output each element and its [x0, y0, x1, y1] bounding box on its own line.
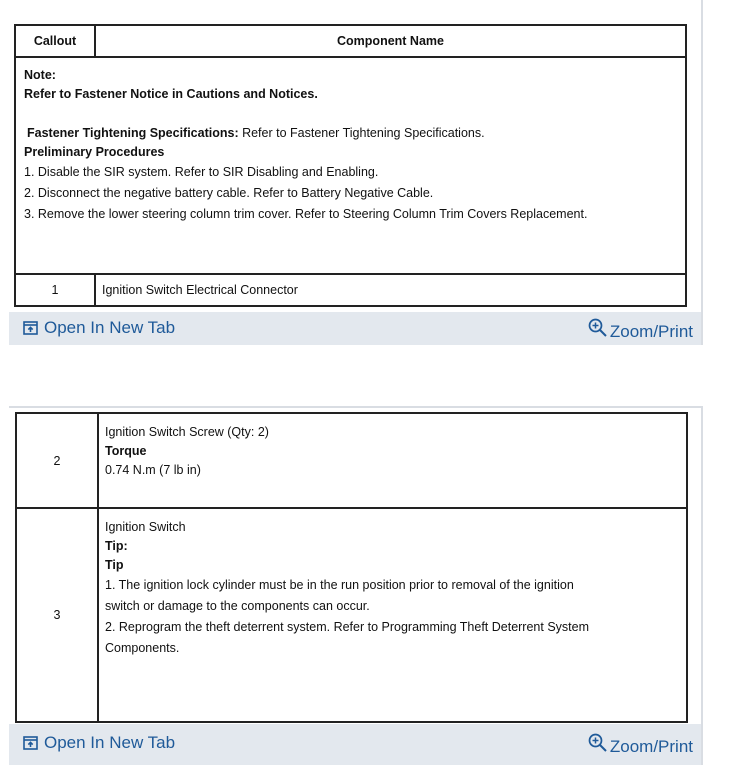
table-row	[16, 508, 687, 722]
tip-line: switch or damage to the components can occur.	[105, 599, 370, 613]
document-content-1	[9, 0, 701, 312]
fastener-spec-line	[24, 124, 677, 143]
open-in-new-tab-label: Open In New Tab	[44, 318, 176, 337]
panel-footer	[9, 313, 701, 343]
tip-line: 2. Reprogram the theft deterrent system. Refer to Programming Theft Deterrent System	[105, 620, 589, 634]
open-new-tab-icon	[23, 735, 38, 755]
component-name-cell: Ignition Switch Electrical Connector	[95, 274, 686, 306]
panel-footer	[9, 728, 701, 758]
tip-label: Tip:	[105, 539, 128, 553]
zoom-in-icon	[588, 318, 607, 342]
tip-line: Components.	[105, 641, 180, 655]
table-row	[15, 274, 686, 306]
note-row	[15, 57, 686, 274]
note-text: Refer to Fastener Notice in Cautions and Notices.	[24, 87, 318, 101]
callout-cell: 3	[16, 508, 98, 722]
open-in-new-tab-link[interactable]	[23, 733, 175, 755]
component-detail-cell	[98, 413, 687, 508]
zoom-in-icon	[588, 733, 607, 757]
component-table-2	[15, 412, 688, 723]
component-table-1	[14, 24, 687, 307]
component-name-header: Component Name	[95, 25, 686, 57]
zoom-print-link[interactable]	[588, 733, 693, 757]
callout-cell: 1	[15, 274, 95, 306]
torque-value: 0.74 N.m (7 lb in)	[105, 463, 201, 477]
zoom-print-link[interactable]	[588, 318, 693, 342]
callout-header: Callout	[15, 25, 95, 57]
fastener-spec-text: Refer to Fastener Tightening Specifications.	[238, 126, 485, 140]
note-label: Note:	[24, 68, 56, 82]
table-row	[16, 413, 687, 508]
component-detail-cell	[98, 508, 687, 722]
note-box	[15, 57, 686, 274]
open-in-new-tab-label: Open In New Tab	[44, 733, 176, 752]
component-name: Ignition Switch Screw (Qty: 2)	[105, 425, 269, 439]
table-header-row	[15, 25, 686, 57]
open-in-new-tab-link[interactable]	[23, 318, 175, 340]
tip-heading: Tip	[105, 558, 124, 572]
step-2: 2. Disconnect the negative battery cable. Refer to Battery Negative Cable.	[24, 186, 434, 200]
step-3: 3. Remove the lower steering column trim cover. Refer to Steering Column Trim Covers Replacement.	[24, 207, 588, 221]
tip-line: 1. The ignition lock cylinder must be in the run position prior to removal of the ignition	[105, 578, 574, 592]
step-1: 1. Disable the SIR system. Refer to SIR Disabling and Enabling.	[24, 165, 379, 179]
document-panel-2	[9, 406, 703, 765]
document-panel-1	[9, 0, 703, 345]
open-new-tab-icon	[23, 320, 38, 340]
document-content-2	[9, 408, 701, 724]
fastener-spec-label: Fastener Tightening Specifications:	[27, 126, 239, 140]
component-name: Ignition Switch	[105, 520, 186, 534]
callout-cell: 2	[16, 413, 98, 508]
preliminary-heading: Preliminary Procedures	[24, 145, 165, 159]
torque-label: Torque	[105, 444, 147, 458]
zoom-print-label: Zoom/Print	[609, 737, 693, 756]
zoom-print-label: Zoom/Print	[609, 322, 693, 341]
